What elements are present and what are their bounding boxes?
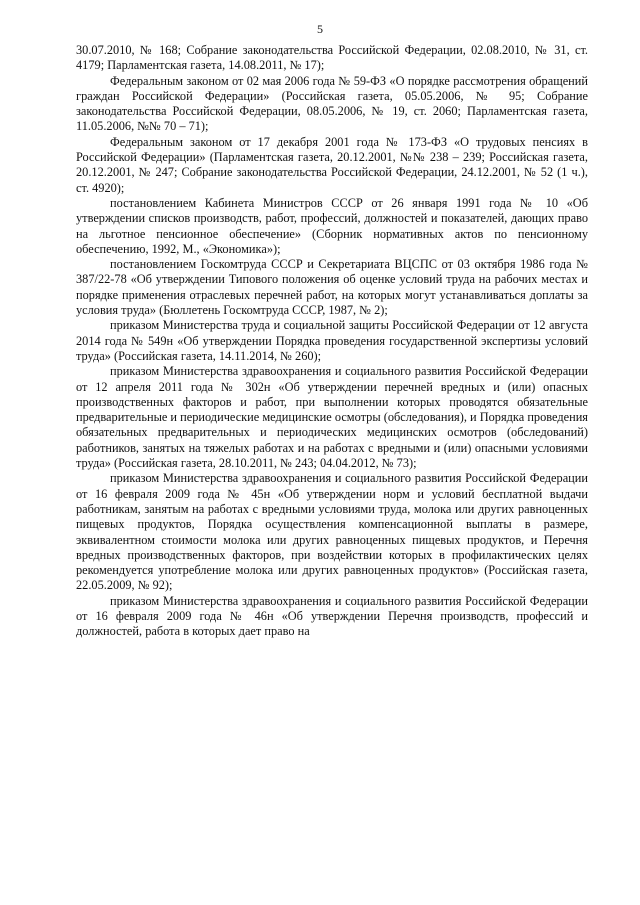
page-number: 5 xyxy=(317,22,323,36)
paragraph-order-549n: приказом Министерства труда и социальной защиты Российской Федерации от 12 августа 2014 года № 549н «Об утверждении Порядка проведения государственной экспертизы условий труда» (Российская газета, 14.11.2014, № 260); xyxy=(76,318,588,363)
document-body xyxy=(76,43,588,640)
paragraph-goskomtrud-resolution: постановлением Госкомтруда СССР и Секретариата ВЦСПС от 03 октября 1986 года № 387/22-78 «Об утверждении Типового положения об оценке условий труда на рабочих местах и порядке применения отраслевых перечней работ, на которых могут устанавливаться доплаты за условия труда» (Бюллетень Госкомтруда СССР, 1987, № 2); xyxy=(76,257,588,318)
paragraph-federal-law-173fz: Федеральным законом от 17 декабря 2001 года № 173-ФЗ «О трудовых пенсиях в Российской Федерации» (Парламентская газета, 20.12.2001, №№ 238 – 239; Российская газета, 20.12.2001, № 247; Собрание законодательства Российской Федерации, 24.12.2001, № 52 (1 ч.), ст. 4920); xyxy=(76,134,588,195)
paragraph-cabinet-resolution-10: постановлением Кабинета Министров СССР от 26 января 1991 года № 10 «Об утверждении списков производств, работ, профессий, должностей и показателей, дающих право на льготное пенсионное обеспечение» (Сборник нормативных актов по пенсионному обеспечению, 1992, М., «Экономика»); xyxy=(76,195,588,256)
paragraph-order-302n: приказом Министерства здравоохранения и социального развития Российской Федерации от 12 апреля 2011 года № 302н «Об утверждении перечней вредных и (или) опасных производственных факторов и работ, при выполнении которых проводятся обязательные предварительные и периодические медицинские осмотры (обследования), и Порядка проведения обязательных предварительных и периодических медицинских осмотров (обследований) работников, занятых на тяжелых работах и на работах с вредными и (или) опасными условиями труда» (Российская газета, 28.10.2011, № 243; 04.04.2012, № 73); xyxy=(76,364,588,471)
paragraph-order-46n: приказом Министерства здравоохранения и социального развития Российской Федерации от 16 февраля 2009 года № 46н «Об утверждении Перечня производств, профессий и должностей, работа в которых дает право на xyxy=(76,593,588,639)
paragraph-continuation: 30.07.2010, № 168; Собрание законодательства Российской Федерации, 02.08.2010, № 31, ст. 4179; Парламентская газета, 14.08.2011, № 17); xyxy=(76,43,588,73)
paragraph-federal-law-59fz: Федеральным законом от 02 мая 2006 года № 59-ФЗ «О порядке рассмотрения обращений граждан Российской Федерации» (Российская газета, 05.05.2006, № 95; Собрание законодательства Российской Федерации, 08.05.2006, № 19, ст. 2060; Парламентская газета, 11.05.2006, №№ 70 – 71); xyxy=(76,73,588,134)
paragraph-order-45n: приказом Министерства здравоохранения и социального развития Российской Федерации от 16 февраля 2009 года № 45н «Об утверждении норм и условий бесплатной выдачи работникам, занятым на работах с вредными условиями труда, молока или других равноценных пищевых продуктов, Порядка осуществления компенсационной выплаты в размере, эквивалентном стоимости молока или других равноценных пищевых продуктов, и Перечня вредных производственных факторов, при воздействии которых в профилактических целях рекомендуется употребление молока или других равноценных продуктов» (Российская газета, 22.05.2009, № 92); xyxy=(76,471,588,593)
